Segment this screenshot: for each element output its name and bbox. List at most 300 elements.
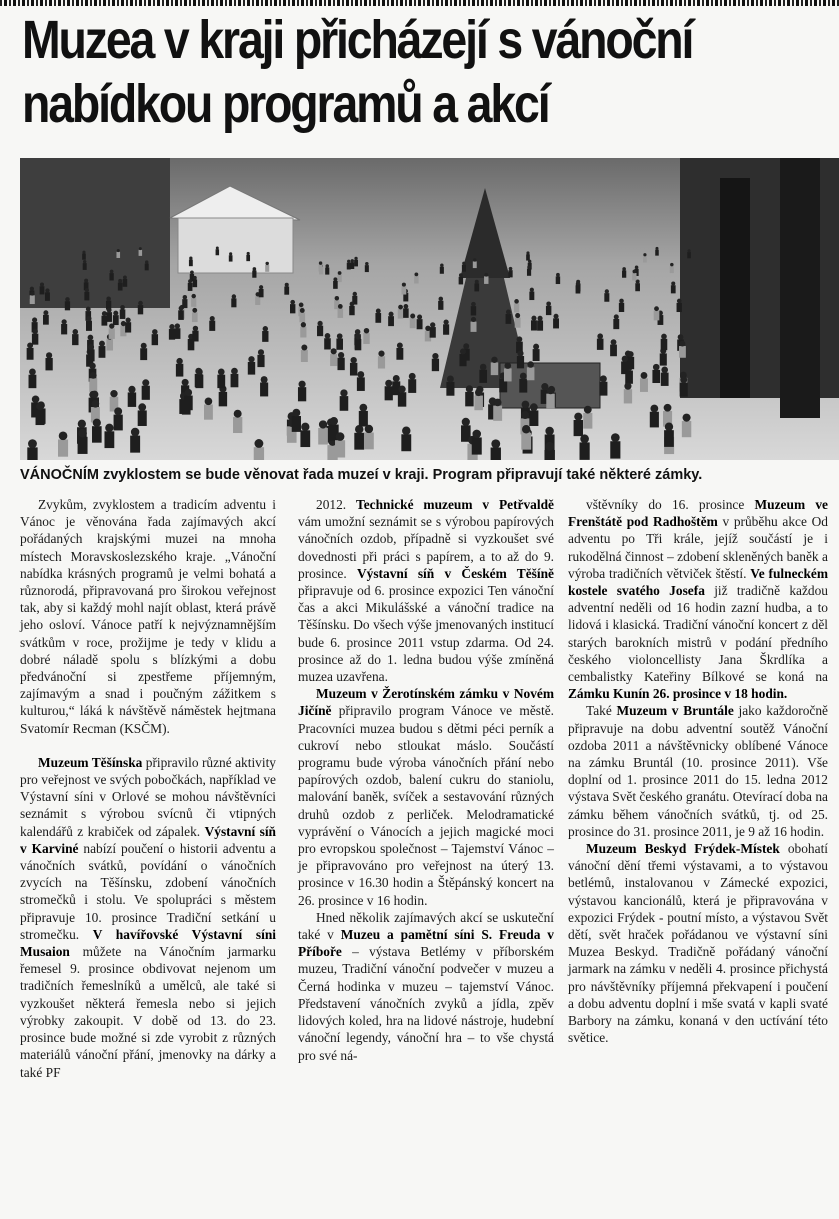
person-figure	[176, 358, 182, 364]
person-figure	[491, 448, 501, 461]
bold-institution-name: Muzeum ve Frenštátě pod Radhoštěm	[568, 497, 828, 530]
bold-institution-name: Muzeu a pamětní síni S. Freuda v Příboře	[298, 927, 554, 960]
person-figure	[152, 334, 158, 345]
person-figure	[661, 373, 669, 386]
person-figure	[574, 420, 583, 436]
person-figure	[193, 276, 197, 280]
person-figure	[78, 420, 86, 428]
bold-institution-name: Zámku Kunín 26. prosince v 18 hodin.	[568, 686, 788, 702]
person-figure	[209, 321, 215, 331]
person-figure	[660, 353, 667, 365]
person-figure	[301, 322, 306, 327]
person-figure	[640, 378, 648, 392]
person-figure	[88, 349, 95, 361]
body-text: v průběhu akce Od adventu po Tři krále, jejíž součástí je i rukodělná činnost – zdobení skleněných baněk a výroba tradičních větviček štěstí.	[568, 514, 828, 581]
person-figure	[45, 288, 49, 292]
headline	[22, 8, 710, 136]
body-text: již tradičně každou adventní neděli od 16 hodin zazní hudba, a to lidová i klasická. Tradiční vánoční koncert z děl starých barokních mistrů v podání předního českého violoncellisty Jana Škrdlíka a cembalistky Kateřiny Bílkové se koná na	[568, 583, 828, 685]
person-figure	[106, 312, 112, 322]
person-figure	[130, 436, 140, 453]
person-figure	[84, 292, 89, 301]
person-figure	[32, 334, 38, 345]
person-figure	[65, 297, 70, 302]
person-figure	[259, 289, 264, 297]
person-figure	[337, 275, 341, 283]
person-figure	[258, 349, 264, 355]
person-figure	[677, 303, 682, 312]
person-figure	[351, 259, 354, 262]
person-figure	[260, 383, 268, 397]
person-figure	[643, 256, 647, 262]
person-figure	[65, 301, 70, 310]
person-figure	[401, 434, 411, 451]
bold-institution-name: Ve fulneckém kostele svatého Josefa	[568, 565, 828, 599]
person-figure	[671, 285, 676, 293]
person-figure	[262, 331, 268, 342]
person-figure	[218, 369, 225, 376]
person-figure	[447, 376, 454, 383]
bold-institution-name: Výstavní síň v Českém Těšíně	[356, 565, 554, 581]
article-column-3	[568, 496, 828, 1047]
bold-institution-name: Muzeum v Žerotínském zámku v Novém Jičíně	[298, 686, 554, 719]
person-figure	[680, 383, 688, 397]
person-figure	[480, 364, 487, 371]
person-figure	[553, 318, 559, 328]
person-figure	[116, 252, 120, 258]
body-text: můžete na Vánočním jarmarku řemesel 9. prosince obdivovat nejenom um tradičních řemeslníků a umělců, ale také si vyzkoušet některá řemesla nebo si jejich výrobky zakoupit. V době od 13. do 23. prosince bude možné si zde vyrobit z různých materiálů vánoční přání, jmenovky na dárky a také PF	[20, 944, 276, 1080]
person-figure	[484, 276, 488, 284]
person-figure	[246, 255, 250, 261]
person-figure	[375, 313, 381, 323]
person-figure	[126, 317, 131, 322]
person-figure	[641, 372, 648, 379]
person-figure	[530, 288, 534, 292]
person-figure	[192, 331, 198, 342]
person-figure	[92, 426, 102, 442]
person-figure	[325, 268, 329, 275]
person-figure	[597, 339, 604, 350]
person-figure	[635, 266, 639, 270]
person-figure	[292, 416, 301, 432]
person-figure	[622, 270, 626, 277]
person-figure	[364, 432, 374, 449]
person-figure	[193, 326, 198, 331]
person-figure	[301, 423, 309, 431]
person-figure	[216, 247, 219, 250]
body-text: 2012.	[316, 497, 357, 512]
person-figure	[514, 303, 519, 312]
person-figure	[438, 301, 443, 310]
person-figure	[474, 283, 479, 291]
person-figure	[43, 310, 48, 315]
person-figure	[432, 359, 439, 371]
person-figure	[350, 363, 357, 376]
person-figure	[36, 410, 45, 425]
person-figure	[29, 369, 36, 376]
person-figure	[350, 262, 354, 269]
person-figure	[189, 260, 193, 267]
person-figure	[545, 442, 554, 451]
person-figure	[520, 373, 527, 380]
person-figure	[231, 368, 238, 375]
person-figure	[430, 322, 435, 327]
person-figure	[174, 328, 180, 339]
person-figure	[196, 369, 203, 376]
person-figure	[505, 362, 512, 369]
person-figure	[610, 441, 620, 458]
person-figure	[600, 375, 607, 382]
person-figure	[611, 433, 620, 442]
person-figure	[398, 392, 406, 406]
person-figure	[338, 271, 342, 275]
person-figure	[261, 376, 268, 383]
person-figure	[290, 304, 295, 313]
person-figure	[440, 264, 444, 268]
person-figure	[231, 374, 239, 387]
person-figure	[546, 394, 554, 409]
person-figure	[188, 283, 193, 291]
person-figure	[131, 428, 140, 437]
person-figure	[340, 396, 349, 411]
person-figure	[93, 419, 101, 427]
person-figure	[398, 305, 403, 310]
person-figure	[632, 273, 636, 280]
person-figure	[365, 262, 368, 265]
person-figure	[364, 328, 369, 333]
bold-institution-name: Výstavní síň v Karviné	[20, 823, 276, 856]
person-figure	[471, 306, 476, 315]
person-figure	[30, 287, 34, 291]
person-figure	[471, 317, 476, 322]
person-figure	[459, 277, 463, 285]
person-figure	[255, 296, 260, 305]
person-figure	[104, 431, 114, 448]
person-figure	[472, 430, 481, 439]
person-figure	[493, 406, 502, 421]
person-figure	[333, 281, 338, 289]
person-figure	[46, 352, 52, 358]
person-figure	[655, 250, 659, 256]
person-figure	[363, 333, 369, 344]
person-figure	[229, 255, 233, 261]
person-figure	[106, 339, 113, 350]
person-figure	[393, 375, 400, 382]
person-figure	[529, 410, 538, 426]
person-figure	[340, 389, 347, 396]
person-figure	[401, 286, 406, 294]
paragraph	[298, 909, 554, 1064]
person-figure	[597, 333, 603, 339]
person-figure	[90, 372, 97, 379]
person-figure	[580, 442, 590, 459]
person-figure	[402, 283, 406, 287]
person-figure	[463, 343, 469, 349]
person-figure	[633, 270, 637, 274]
paragraph	[568, 702, 828, 840]
person-figure	[494, 399, 502, 407]
person-figure	[576, 282, 580, 286]
person-figure	[678, 334, 684, 340]
person-figure	[353, 292, 357, 296]
person-figure	[210, 316, 215, 321]
body-text: Hned několik zajímavých akcí se uskuteční také v	[298, 909, 554, 943]
person-figure	[29, 375, 37, 388]
person-figure	[330, 354, 337, 366]
person-figure	[138, 410, 147, 426]
person-figure	[188, 279, 192, 283]
person-figure	[473, 261, 477, 268]
headline-line-1: Muzea v kraji přicházejí s vánoční	[22, 10, 693, 70]
person-figure	[102, 311, 107, 316]
person-figure	[189, 257, 192, 260]
person-figure	[514, 299, 519, 304]
person-figure	[265, 265, 269, 272]
person-figure	[403, 308, 409, 318]
person-figure	[365, 265, 369, 272]
photo-caption	[20, 462, 839, 488]
person-figure	[611, 339, 617, 345]
person-figure	[169, 324, 174, 329]
person-figure	[78, 429, 87, 438]
person-figure	[128, 392, 136, 406]
person-figure	[508, 270, 512, 277]
person-figure	[191, 298, 196, 307]
person-figure	[622, 356, 628, 362]
person-figure	[465, 392, 473, 406]
person-figure	[402, 426, 410, 434]
person-figure	[62, 319, 67, 324]
person-figure	[40, 282, 44, 286]
person-figure	[430, 327, 436, 338]
person-figure	[584, 406, 592, 414]
person-figure	[338, 304, 343, 309]
person-figure	[504, 368, 512, 381]
person-figure	[88, 344, 94, 350]
person-figure	[205, 398, 213, 406]
person-figure	[331, 348, 337, 354]
person-figure	[417, 314, 422, 319]
person-figure	[204, 404, 213, 419]
person-figure	[506, 310, 511, 315]
person-figure	[627, 351, 633, 357]
person-figure	[138, 305, 143, 314]
person-figure	[408, 379, 416, 393]
person-figure	[347, 260, 350, 263]
person-figure	[385, 380, 392, 387]
body-text: vám umožní seznámit se s výrobou papírových vánočních ozdob, případně si vyzkoušet své dovednosti při práci s papírem, a to až do 9. prosince.	[298, 514, 554, 581]
person-figure	[624, 383, 631, 390]
person-figure	[517, 356, 524, 368]
person-figure	[556, 276, 560, 284]
person-figure	[284, 286, 289, 294]
person-figure	[355, 334, 361, 340]
person-figure	[389, 312, 394, 317]
person-figure	[643, 253, 646, 256]
person-figure	[462, 418, 470, 426]
person-figure	[655, 247, 658, 250]
person-figure	[682, 421, 691, 437]
person-figure	[118, 283, 123, 291]
person-figure	[110, 270, 114, 274]
person-figure	[354, 257, 357, 260]
person-figure	[248, 362, 255, 375]
person-figure	[546, 306, 551, 315]
person-figure	[517, 350, 523, 356]
person-figure	[45, 292, 50, 301]
paragraph	[20, 496, 276, 737]
person-figure	[605, 289, 609, 293]
person-figure	[232, 294, 236, 298]
person-figure	[299, 303, 304, 308]
person-figure	[546, 301, 551, 306]
person-figure	[263, 326, 268, 331]
person-figure	[109, 328, 115, 339]
person-figure	[354, 260, 358, 267]
person-figure	[519, 379, 527, 393]
person-figure	[599, 382, 607, 396]
person-figure	[355, 339, 362, 350]
person-figure	[229, 252, 232, 255]
person-figure	[349, 306, 354, 315]
paragraph	[298, 685, 554, 909]
person-figure	[547, 387, 554, 394]
person-figure	[99, 341, 105, 347]
person-figure	[30, 291, 34, 295]
person-figure	[556, 273, 560, 277]
person-figure	[459, 354, 466, 366]
person-figure	[619, 299, 624, 304]
person-figure	[443, 324, 449, 334]
person-figure	[83, 263, 87, 270]
person-figure	[145, 260, 148, 263]
person-figure	[475, 280, 479, 284]
person-figure	[338, 308, 344, 318]
person-figure	[337, 358, 344, 370]
person-figure	[432, 353, 438, 359]
person-figure	[319, 265, 323, 272]
person-figure	[350, 357, 356, 363]
person-figure	[216, 249, 220, 255]
person-figure	[247, 252, 250, 255]
person-figure	[89, 363, 96, 370]
person-figure	[82, 254, 86, 260]
person-figure	[670, 266, 674, 273]
person-figure	[517, 336, 523, 342]
person-figure	[462, 262, 465, 265]
person-figure	[138, 403, 146, 411]
person-figure	[622, 267, 626, 271]
person-figure	[91, 391, 98, 398]
person-figure	[99, 346, 106, 358]
person-figure	[336, 432, 345, 441]
person-figure	[141, 343, 147, 349]
person-figure	[336, 339, 343, 350]
person-figure	[613, 319, 619, 329]
person-figure	[410, 313, 415, 318]
person-figure	[459, 273, 463, 277]
person-figure	[526, 251, 529, 254]
body-text: – výstava Betlémy v příborském muzeu, Tradiční vánoční podvečer v muzeu a Černá hodinka v muzeu – tajemství Vánoc. Představení vánočních zvyků a jídla, zpěv lidových koled, hra na lidové nástroje, hudební vánoční legendy, vánoční hra – to vše chystá pro své ná-	[298, 944, 554, 1063]
person-figure	[471, 302, 476, 307]
person-figure	[254, 439, 263, 448]
person-figure	[128, 386, 135, 393]
person-figure	[184, 396, 193, 411]
person-figure	[139, 250, 143, 256]
person-figure	[324, 338, 331, 349]
person-figure	[178, 310, 184, 320]
person-figure	[527, 361, 533, 367]
person-figure	[114, 407, 122, 415]
person-figure	[610, 345, 617, 357]
person-figure	[654, 311, 660, 321]
person-figure	[231, 298, 236, 307]
person-figure	[123, 279, 128, 287]
person-figure	[664, 430, 674, 447]
person-figure	[233, 417, 242, 433]
person-figure	[355, 329, 361, 335]
person-figure	[484, 273, 488, 277]
bold-institution-name: Muzeum Beskyd Frýdek-Místek	[586, 841, 780, 857]
person-figure	[45, 358, 52, 370]
person-figure	[335, 296, 340, 301]
person-figure	[661, 367, 668, 374]
person-figure	[117, 249, 120, 252]
person-figure	[388, 316, 394, 326]
body-text: nabízí poučení o historii adventu a vánočních svátků, povídání o vánočních zvycích na Těšínsku, zdobení vánočních stromečků i stolu. Ve spolupráci s městem připravuje 10. prosince Tradiční setkání u stromečku.	[20, 840, 276, 942]
person-figure	[106, 296, 111, 301]
person-figure	[333, 277, 337, 281]
bold-institution-name: Muzeum v Bruntále	[616, 703, 734, 719]
person-figure	[522, 425, 530, 433]
person-figure	[140, 348, 147, 360]
person-figure	[619, 303, 624, 312]
person-figure	[252, 270, 256, 277]
person-figure	[123, 275, 127, 279]
person-figure	[59, 432, 68, 441]
person-figure	[192, 312, 198, 322]
person-figure	[409, 373, 416, 380]
person-figure	[533, 344, 539, 350]
person-figure	[114, 415, 123, 431]
person-figure	[120, 309, 126, 319]
person-figure	[653, 364, 660, 371]
person-figure	[182, 379, 189, 386]
person-figure	[219, 392, 227, 406]
person-figure	[300, 430, 310, 447]
person-figure	[396, 348, 403, 360]
person-figure	[679, 346, 686, 358]
body-text: jako každoročně připravuje na dobu adventní soutěž Vánoční ozdoba 2011 a návštěvnicky oblíbené Vánoce na zámku Bruntál (10. prosince 2011). Vše doplní od 1. prosince 2011 do 15. ledna 2012 výstava Svět českého granátu. Otevírací doba na zámku během vánočních svátků, tj. od 25. prosince do 31. prosince 2011, je 9 až 16 hodin.	[568, 703, 828, 839]
person-figure	[182, 299, 187, 308]
person-figure	[624, 389, 632, 403]
person-figure	[330, 417, 338, 425]
person-figure	[440, 267, 444, 274]
person-figure	[300, 308, 305, 313]
body-text: připravuje od 6. prosince expozici Ten vánoční čas a akci Mikulášské a vánoční tradice na Těšínsku. Do všech výše jmenovaných institucí bude 6. prosince 2011 vstup zdarma. Od 24. prosince až do 1. ledna budou výše zmíněná muzea uzavřena.	[298, 583, 554, 685]
person-figure	[670, 263, 673, 266]
person-figure	[398, 386, 405, 393]
person-figure	[688, 249, 691, 252]
person-figure	[234, 410, 242, 418]
article-column-2	[298, 496, 554, 1064]
person-figure	[40, 286, 45, 294]
person-figure	[414, 272, 418, 276]
person-figure	[529, 292, 534, 301]
person-figure	[491, 357, 497, 363]
person-figure	[531, 316, 536, 321]
person-figure	[398, 309, 404, 319]
person-figure	[460, 348, 466, 354]
